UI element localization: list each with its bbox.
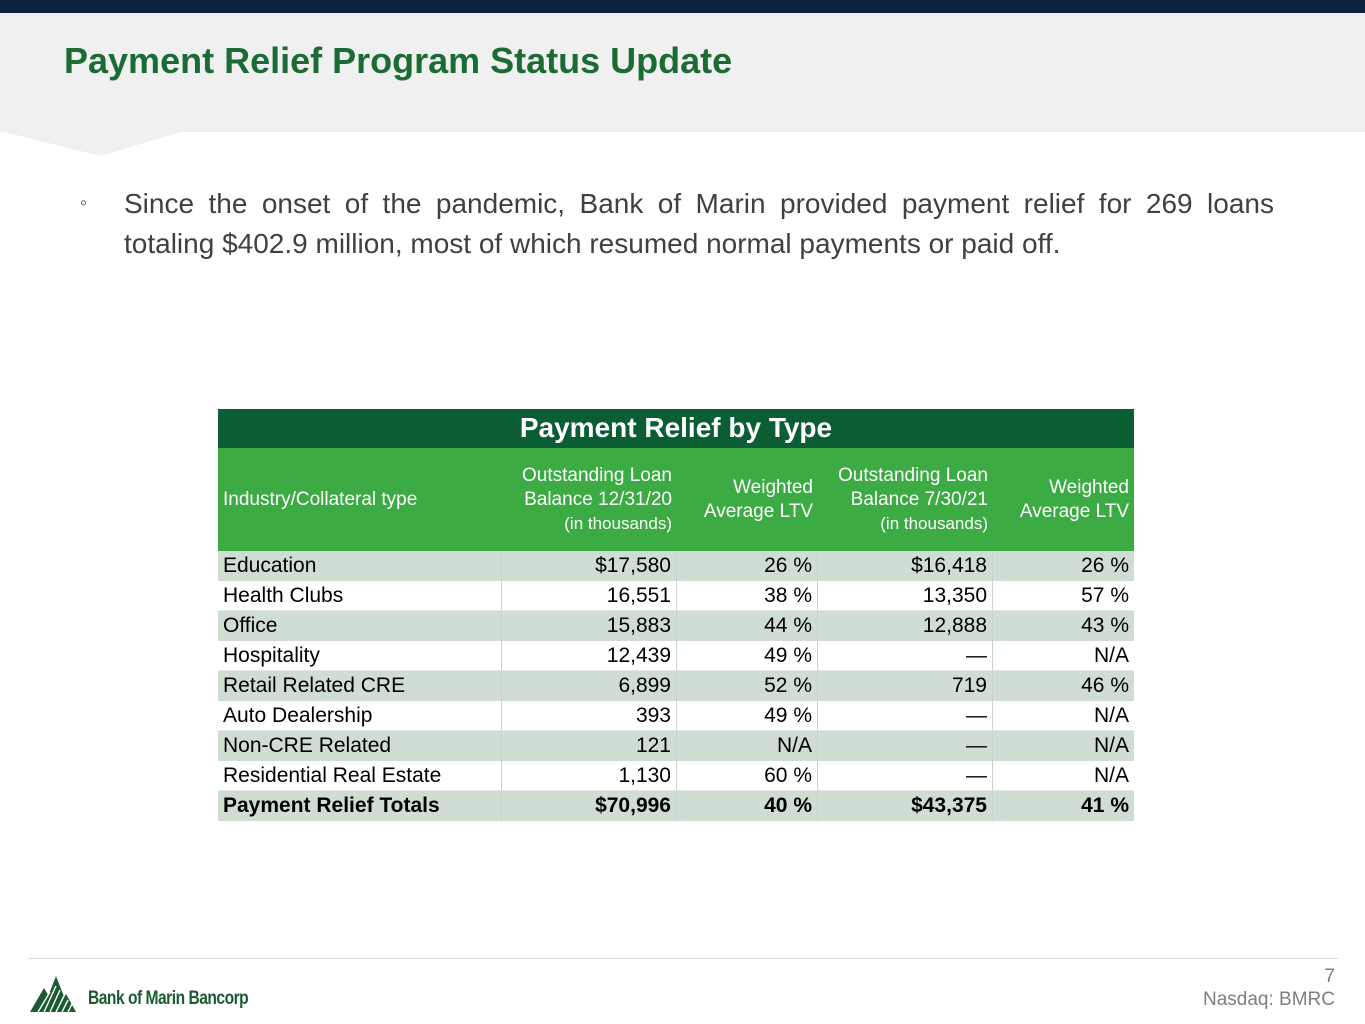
header-ltv-2021 (993, 448, 1134, 551)
header-balance-2020-line2: Balance 12/31/20 (524, 488, 672, 510)
table-row (218, 641, 1134, 671)
cell-ltv-2020: 26 % (677, 551, 818, 581)
header-ltv-2021-line1: Weighted (1049, 476, 1129, 498)
cell-type: Payment Relief Totals (218, 791, 502, 821)
cell-balance-2021: 12,888 (818, 611, 993, 641)
header-balance-2021-unit: (in thousands) (880, 513, 988, 533)
cell-type: Retail Related CRE (218, 671, 502, 701)
cell-ltv-2020: 38 % (677, 581, 818, 610)
top-bar (0, 0, 1365, 13)
cell-ltv-2021: N/A (1093, 734, 1129, 757)
cell-balance-2020: 15,883 (502, 611, 677, 641)
header-balance-2020 (502, 448, 677, 551)
cell-ltv-2020: 52 % (677, 671, 818, 701)
cell-balance-2021: — (818, 641, 993, 670)
ticker-symbol: Nasdaq: BMRC (1203, 989, 1335, 1010)
header-balance-2020-unit: (in thousands) (564, 513, 672, 533)
table-row (218, 671, 1134, 701)
cell-ltv-2021: N/A (1093, 704, 1129, 727)
cell-type: Auto Dealership (218, 701, 502, 730)
cell-balance-2021: — (818, 731, 993, 761)
cell-ltv-2021: 57 % (1081, 584, 1129, 607)
cell-balance-2021: — (818, 761, 993, 790)
cell-balance-2021: 13,350 (818, 581, 993, 610)
cell-ltv-2020: N/A (677, 731, 818, 761)
footer-divider (28, 958, 1338, 959)
header-balance-2020-line1: Outstanding Loan (521, 464, 672, 486)
cell-type: Non-CRE Related (218, 731, 502, 761)
header-ltv-2020 (677, 448, 818, 551)
table-row (218, 551, 1134, 581)
cell-ltv-2021: N/A (1093, 644, 1129, 667)
cell-balance-2020: $70,996 (502, 791, 677, 821)
header-notch (0, 131, 1365, 157)
cell-type: Health Clubs (218, 581, 502, 610)
cell-balance-2021: 719 (818, 671, 993, 701)
cell-ltv-2020: 49 % (677, 641, 818, 670)
table-header (218, 448, 1134, 551)
table-title: Payment Relief by Type (218, 409, 1134, 448)
header-ltv-2021-line2: Average LTV (1019, 500, 1129, 522)
payment-relief-table (218, 409, 1134, 821)
cell-balance-2021: $43,375 (818, 791, 993, 821)
bullet-text: Since the onset of the pandemic, Bank of Marin provided payment relief for 269 loans totaling $402.9 million, most of which resumed normal payments or paid off. (124, 188, 1274, 259)
cell-ltv-2021: N/A (1093, 764, 1129, 787)
cell-balance-2021: $16,418 (818, 551, 993, 581)
cell-balance-2020: 6,899 (502, 671, 677, 701)
bullet-marker: ◦ (80, 192, 88, 214)
cell-type: Residential Real Estate (218, 761, 502, 790)
cell-ltv-2021: 43 % (1081, 614, 1129, 637)
cell-type: Education (218, 551, 502, 581)
mountain-logo-icon (30, 974, 82, 1012)
table-row (218, 611, 1134, 641)
table-row (218, 701, 1134, 731)
cell-balance-2021: — (818, 701, 993, 730)
page-number: 7 (1324, 966, 1335, 987)
cell-balance-2020: 16,551 (502, 581, 677, 610)
cell-type: Hospitality (218, 641, 502, 670)
header-ltv-2020-line2: Average LTV (703, 500, 813, 522)
cell-ltv-2020: 40 % (677, 791, 818, 821)
cell-ltv-2021: 26 % (1081, 554, 1129, 577)
table-row (218, 761, 1134, 791)
cell-type: Office (218, 611, 502, 641)
cell-ltv-2020: 60 % (677, 761, 818, 790)
cell-balance-2020: 1,130 (502, 761, 677, 790)
header-balance-2021 (818, 448, 993, 551)
cell-balance-2020: 12,439 (502, 641, 677, 670)
header-balance-2021-line2: Balance 7/30/21 (850, 488, 988, 510)
table-totals-row (218, 791, 1134, 821)
cell-ltv-2020: 44 % (677, 611, 818, 641)
cell-ltv-2020: 49 % (677, 701, 818, 730)
slide-title: Payment Relief Program Status Update (64, 40, 733, 81)
cell-balance-2020: 393 (502, 701, 677, 730)
cell-ltv-2021: 46 % (1081, 674, 1129, 697)
header-industry (218, 448, 502, 551)
cell-ltv-2021: 41 % (1081, 794, 1129, 817)
cell-balance-2020: 121 (502, 731, 677, 761)
header-industry-label: Industry/Collateral type (223, 488, 418, 510)
cell-balance-2020: $17,580 (502, 551, 677, 581)
table-row (218, 731, 1134, 761)
table-row (218, 581, 1134, 611)
logo-text: Bank of Marin Bancorp (88, 988, 249, 1009)
company-logo (30, 974, 283, 1012)
header-ltv-2020-line1: Weighted (733, 476, 813, 498)
header-balance-2021-line1: Outstanding Loan (837, 464, 988, 486)
